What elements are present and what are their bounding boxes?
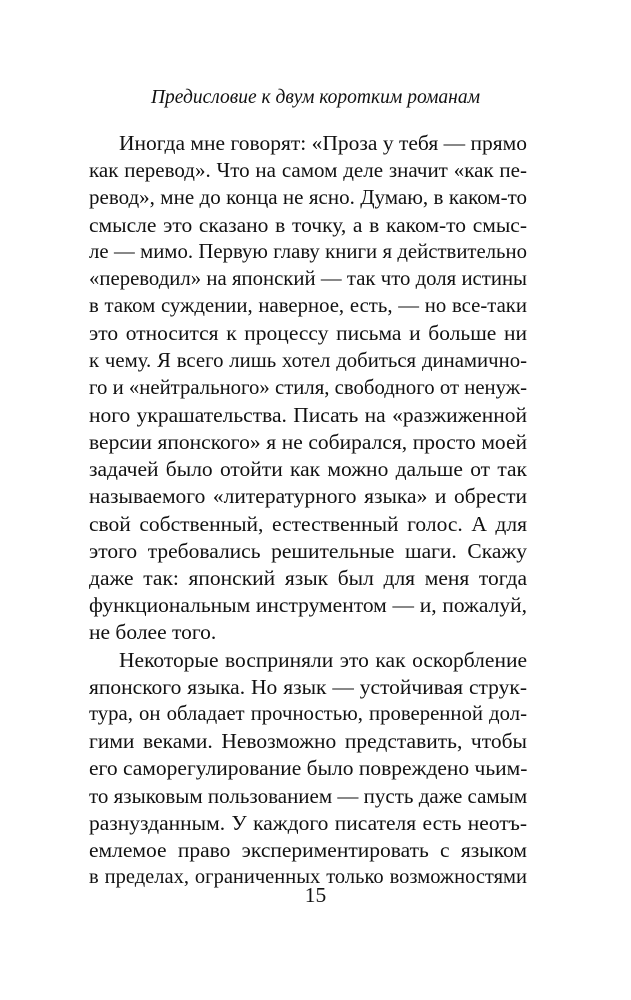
text-line: емлемое право экспериментировать с языком <box>89 837 527 862</box>
text-line: то языковым пользованием — пусть даже самым <box>89 783 527 808</box>
text-line: задачей было отойти как можно дальше от так <box>89 457 527 482</box>
text-line: к чему. Я всего лишь хотел добиться динамично- <box>89 349 527 372</box>
text-line: как перевод». Что на самом деле значит «как пе- <box>89 158 527 183</box>
page-number: 15 <box>304 883 327 907</box>
running-head: Предисловие к двум коротким романам <box>150 87 481 108</box>
body-text <box>89 130 527 891</box>
text-line: версии японского» я не собирался, просто моей <box>89 430 527 455</box>
text-line: японского языка. Но язык — устойчивая струк- <box>89 674 527 699</box>
text-line: разнузданным. У каждого писателя есть неотъ- <box>89 810 527 835</box>
paragraph-2 <box>89 647 527 892</box>
text-line: называемого «литературного языка» и обрести <box>89 484 527 509</box>
text-line: ревод», мне до конца не ясно. Думаю, в каком-то <box>89 185 527 210</box>
text-line: «переводил» на японский — так что доля истины <box>89 267 527 290</box>
text-line: в таком суждении, наверное, есть, — но все-таки <box>89 295 527 318</box>
text-line: этого требовались решительные шаги. Скажу <box>89 538 527 563</box>
text-line: ле — мимо. Первую главу книги я действительно <box>89 240 527 263</box>
text-line: ного украшательства. Писать на «разжиженной <box>89 402 527 427</box>
text-line: его саморегулирование было повреждено чьим- <box>89 756 527 781</box>
text-line: тура, он обладает прочностью, проверенной дол- <box>89 702 527 725</box>
text-line: свой собственный, естественный голос. А для <box>89 511 527 536</box>
text-line: смысле это сказано в точку, а в каком-то смыс- <box>89 212 527 237</box>
text-line: гими веками. Невозможно представить, чтобы <box>89 729 527 754</box>
text-line: не более того. <box>89 620 217 645</box>
text-line: в пределах, ограниченных только возможностями <box>89 866 527 889</box>
text-line: функциональным инструментом — и, пожалуй, <box>89 593 527 618</box>
text-line: Иногда мне говорят: «Проза у тебя — прямо <box>119 131 527 155</box>
text-line: Некоторые восприняли это как оскорбление <box>119 647 527 672</box>
paragraph-1 <box>89 130 527 647</box>
text-line: это относится к процессу письма и больше ни <box>89 321 527 346</box>
text-line: даже так: японский язык был для меня тогда <box>89 566 527 590</box>
text-line: го и «нейтрального» стиля, свободного от ненуж- <box>89 376 527 399</box>
